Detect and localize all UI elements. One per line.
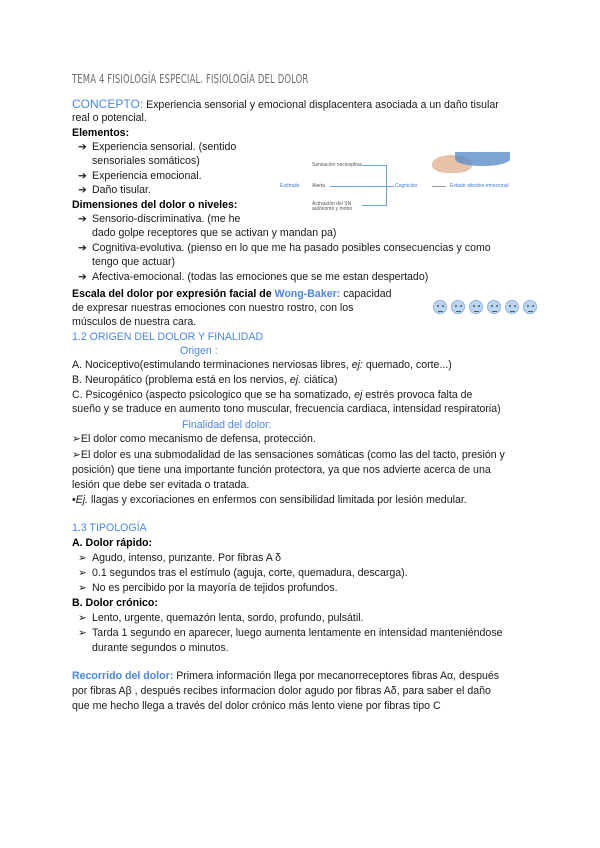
pain-dimensions-diagram: [280, 150, 550, 222]
dolor-cronico-heading: B. Dolor crónico:: [72, 597, 158, 609]
diagram-label: Sensación nociceptiva: [312, 162, 362, 168]
chevron-icon: ➢: [78, 582, 87, 594]
list-item: ➢ Agudo, intenso, punzante. Por fibras A δ: [78, 552, 282, 564]
recorrido-line-3: que me hecho llega a través del dolor crónico más lento viene por fibras tipo C: [72, 700, 441, 712]
list-item: ➔ Daño tisular.: [78, 184, 151, 196]
recorrido-line: Recorrido del dolor: Primera información llega por mecanorreceptores fibras Aα, después: [72, 670, 500, 682]
finalidad-p1: ➢El dolor como mecanismo de defensa, protección.: [72, 433, 316, 445]
face-icon: [505, 300, 519, 314]
elementos-heading: Elementos:: [72, 127, 130, 139]
arrow-icon: ➔: [78, 184, 87, 196]
escala-line: Escala del dolor por expresión facial de Wong-Baker: capacidad: [72, 288, 392, 300]
face-icon: [523, 300, 537, 314]
list-item: ➢ 0.1 segundos tras el estímulo (aguja, corte, quemadura, descarga).: [78, 567, 408, 579]
list-item-cont: tengo que actuar): [92, 256, 176, 268]
origen-subheading: Origen :: [180, 345, 218, 357]
recorrido-line-2: por fibras Aβ , después recibes informacion dolor agudo por fibras Aδ, para saber el daño: [72, 685, 491, 697]
section-heading-origen: 1.2 ORIGEN DEL DOLOR Y FINALIDAD: [72, 331, 264, 343]
finalidad-p2b: posición) que tiene una importante función protectora, ya que nos advierte acerca de una: [72, 464, 491, 476]
diagram-line: [362, 165, 386, 166]
finalidad-p2: ➢El dolor es una submodalidad de las sensaciones somáticas (como las del tacto, presión y: [72, 449, 505, 461]
escala-line-2: de expresar nuestras emociones con nuestro rostro, con los: [72, 302, 354, 314]
origen-c-2: sueño y se traduce en aumento tono muscular, frecuencia cardiaca, intensidad respiratoria): [72, 403, 501, 415]
diagram-line: [362, 205, 386, 206]
diagram-label: Estímulo: [280, 183, 300, 189]
face-icon: [433, 300, 447, 314]
concepto-text-2: real o potencial.: [72, 112, 147, 124]
chevron-icon: ➢: [78, 612, 87, 624]
concepto-line: [72, 97, 499, 112]
arrow-icon: ➔: [78, 271, 87, 283]
chevron-icon: ➢: [78, 627, 87, 639]
diagram-label: Cognición: [395, 183, 418, 189]
list-item: ➔ Cognitiva-evolutiva. (pienso en lo que me ha pasado posibles consecuencias y como: [78, 242, 491, 254]
finalidad-p2c: lesión que debe ser evitada o tratada.: [72, 479, 250, 491]
diagram-label: Estado afectivo-emocional: [450, 183, 509, 189]
arrow-icon: ➔: [78, 213, 87, 225]
arrow-icon: ➔: [78, 170, 87, 182]
diagram-arrow: [432, 186, 446, 187]
origen-a: A. Nociceptivo(estimulando terminaciones nerviosas libres, ej: quemado, corte...): [72, 359, 452, 371]
dimensiones-heading: Dimensiones del dolor o niveles:: [72, 199, 238, 211]
list-item: ➔ Afectiva-emocional. (todas las emociones que se me estan despertado): [78, 271, 429, 283]
origen-c: C. Psicogénico (aspecto psicologico que se ha somatizado, ej estrés provoca falta de: [72, 389, 473, 401]
concepto-text: Experiencia sensorial y emocional displacentera asociada a un daño tisular: [143, 99, 499, 111]
face-icon: [469, 300, 483, 314]
list-item: ➔ Sensorio-discriminativa. (me he: [78, 213, 241, 225]
escala-line-3: músculos de nuestra cara.: [72, 316, 197, 328]
diagram-label: Activación del SN autónomo y motor: [312, 201, 353, 212]
list-item-cont: durante segundos o minutos.: [92, 642, 229, 654]
page-title: TEMA 4 FISIOLOGÍA ESPECIAL. FISIOLOGÍA DEL DOLOR: [72, 72, 309, 86]
recorrido-label: Recorrido del dolor:: [72, 670, 174, 682]
chevron-icon: ➢: [78, 552, 87, 564]
list-item-cont: dado golpe receptores que se activan y mandan pa): [92, 227, 337, 239]
list-item: ➢ Lento, urgente, quemazón lenta, sordo, profundo, pulsátil.: [78, 612, 364, 624]
arrow-icon: ➔: [78, 242, 87, 254]
diagram-label: Alerta: [312, 183, 326, 189]
concepto-label: CONCEPTO:: [72, 97, 144, 111]
face-icon: [487, 300, 501, 314]
list-item: ➔ Experiencia sensorial. (sentido: [78, 141, 237, 153]
head-illustration: [455, 152, 510, 166]
list-item-cont: sensoriales somáticos): [92, 155, 200, 167]
wong-baker-label: Wong-Baker:: [274, 288, 341, 300]
origen-b: B. Neuropático (problema está en los nervios, ej. ciática): [72, 374, 338, 386]
finalidad-subheading: Finalidad del dolor:: [182, 419, 272, 431]
face-icon: [451, 300, 465, 314]
chevron-icon: ➢: [78, 567, 87, 579]
arrow-icon: ➔: [78, 141, 87, 153]
list-item: ➢ Tarda 1 segundo en aparecer, luego aumenta lentamente en intensidad manteniéndose: [78, 627, 503, 639]
list-item: ➔ Experiencia emocional.: [78, 170, 202, 182]
diagram-line: [386, 186, 394, 187]
section-heading-tipologia: 1.3 TIPOLOGÍA: [72, 522, 147, 534]
list-item: ➢ No es percibido por la mayoría de tejidos profundos.: [78, 582, 338, 594]
finalidad-ej: •Ej. llagas y excoriaciones en enfermos con sensibilidad limitada por lesión medular.: [72, 494, 467, 506]
diagram-line: [330, 186, 386, 187]
dolor-rapido-heading: A. Dolor rápido:: [72, 537, 153, 549]
